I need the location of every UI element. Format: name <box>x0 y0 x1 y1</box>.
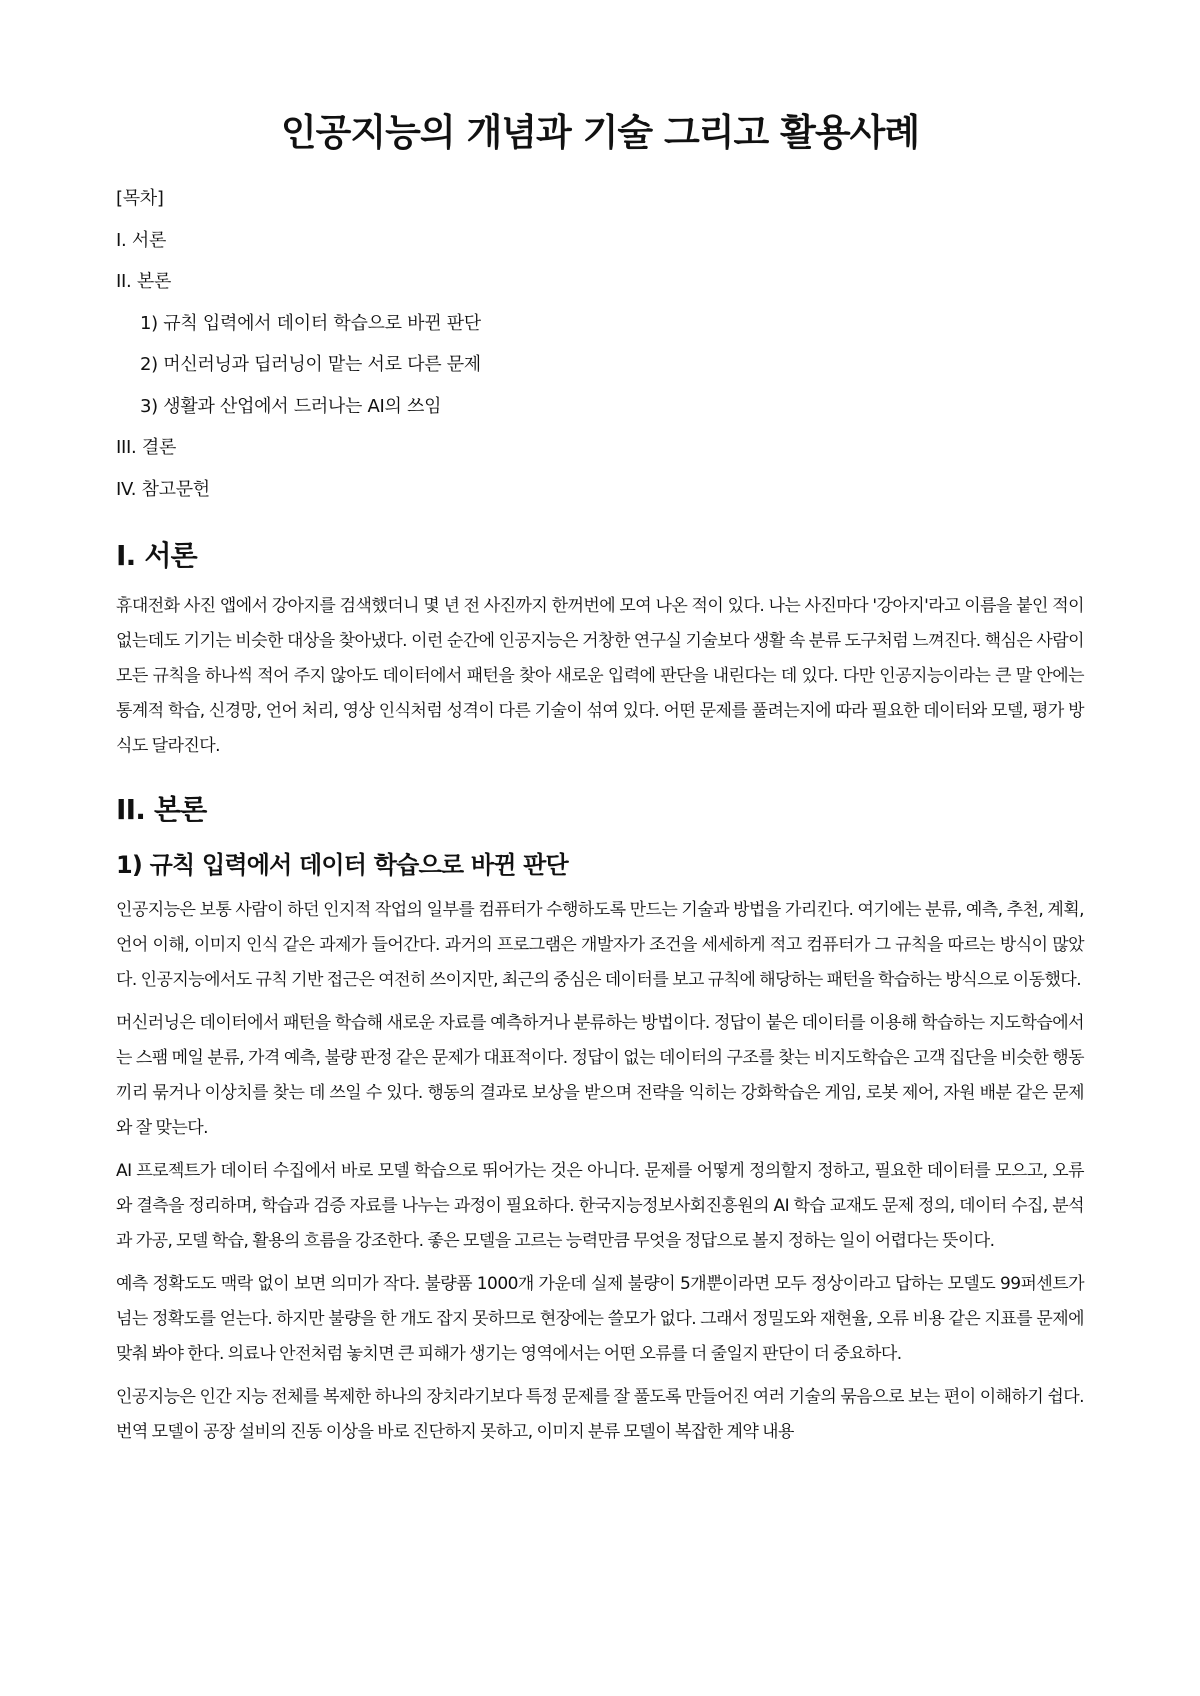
toc-heading: [목차] <box>116 188 164 210</box>
subsection-body-1 <box>116 850 1084 1450</box>
paragraph: 휴대전화 사진 앱에서 강아지를 검색했더니 몇 년 전 사진까지 한꺼번에 모여 나온 적이 있다. 나는 사진마다 '강아지'라고 이름을 붙인 적이 없는데도 기기는 비슷한 대상을 찾아냈다. 이런 순간에 인공지능은 거창한 연구실 기술보다 생활 속 분류 도구처럼 느껴진다. 핵심은 사람이 모든 규칙을 하나씩 적어 주지 않아도 데이터에서 패턴을 찾아 새로운 입력에 판단을 내린다는 데 있다. 다만 인공지능이라는 큰 말 안에는 통계적 학습, 신경망, 언어 처리, 영상 인식처럼 성격이 다른 기술이 섞여 있다. 어떤 문제를 풀려는지에 따라 필요한 데이터와 모델, 평가 방식도 달라진다. <box>116 595 1084 756</box>
spacer <box>116 842 1084 850</box>
section-heading-intro: I. 서론 <box>116 539 197 573</box>
spacer <box>116 772 1084 792</box>
paragraph: 인공지능은 인간 지능 전체를 복제한 하나의 장치라기보다 특정 문제를 잘 풀도록 만들어진 여러 기술의 묶음으로 보는 편이 이해하기 쉽다. 번역 모델이 공장 설비의 진동 이상을 바로 진단하지 못하고, 이미지 분류 모델이 복잡한 계약 내용 <box>116 1387 1084 1443</box>
subsection-heading-body-1: 1) 규칙 입력에서 데이터 학습으로 바뀐 판단 <box>116 851 568 880</box>
toc-item-body: II. 본론 <box>116 271 172 293</box>
paragraph: 머신러닝은 데이터에서 패턴을 학습해 새로운 자료를 예측하거나 분류하는 방법이다. 정답이 붙은 데이터를 이용해 학습하는 지도학습에서는 스팸 메일 분류, 가격 예측, 불량 판정 같은 문제가 대표적이다. 정답이 없는 데이터의 구조를 찾는 비지도학습은 고객 집단을 비슷한 행동끼리 묶거나 이상치를 찾는 데 쓰일 수 있다. 행동의 결과로 보상을 받으며 전략을 익히는 강화학습은 게임, 로봇 제어, 자원 배분 같은 문제와 잘 맞는다. <box>116 1013 1084 1139</box>
paragraph: AI 프로젝트가 데이터 수집에서 바로 모델 학습으로 뛰어가는 것은 아니다. 문제를 어떻게 정의할지 정하고, 필요한 데이터를 모으고, 오류와 결측을 정리하며, 학습과 검증 자료를 나누는 과정이 필요하다. 한국지능정보사회진흥원의 AI 학습 교재도 문제 정의, 데이터 수집, 분석과 가공, 모델 학습, 활용의 흐름을 강조한다. 좋은 모델을 고르는 능력만큼 무엇을 정답으로 볼지 정하는 일이 어렵다는 뜻이다. <box>116 1161 1084 1252</box>
document-title: 인공지능의 개념과 기술 그리고 활용사례 <box>280 111 920 154</box>
toc-item-references: IV. 참고문헌 <box>116 478 210 500</box>
section-heading-body: II. 본론 <box>116 792 207 826</box>
paragraph: 인공지능은 보통 사람이 하던 인지적 작업의 일부를 컴퓨터가 수행하도록 만드는 기술과 방법을 가리킨다. 여기에는 분류, 예측, 추천, 계획, 언어 이해, 이미지 인식 같은 과제가 들어간다. 과거의 프로그램은 개발자가 조건을 세세하게 적고 컴퓨터가 그 규칙을 따르는 방식이 많았다. 인공지능에서도 규칙 기반 접근은 여전히 쓰이지만, 최근의 중심은 데이터를 보고 규칙에 해당하는 패턴을 학습하는 방식으로 이동했다. <box>116 900 1084 991</box>
toc-item-conclusion: III. 결론 <box>116 437 177 459</box>
table-of-contents <box>116 178 1084 510</box>
toc-item-body-2: 2) 머신러닝과 딥러닝이 맡는 서로 다른 문제 <box>140 354 481 376</box>
section-body <box>116 792 1084 1451</box>
section-intro <box>116 538 1084 763</box>
paragraph: 예측 정확도도 맥락 없이 보면 의미가 작다. 불량품 1000개 가운데 실제 불량이 5개뿐이라면 모두 정상이라고 답하는 모델도 99퍼센트가 넘는 정확도를 얻는다. 하지만 불량을 한 개도 잡지 못하므로 현장에는 쓸모가 없다. 그래서 정밀도와 재현율, 오류 비용 같은 지표를 문제에 맞춰 봐야 한다. 의료나 안전처럼 놓치면 큰 피해가 생기는 영역에서는 어떤 오류를 더 줄일지 판단이 더 중요하다. <box>116 1274 1084 1365</box>
toc-item-body-1: 1) 규칙 입력에서 데이터 학습으로 바뀐 판단 <box>140 312 481 334</box>
toc-item-body-3: 3) 생활과 산업에서 드러나는 AI의 쓰임 <box>140 395 442 417</box>
toc-item-intro: I. 서론 <box>116 229 167 251</box>
